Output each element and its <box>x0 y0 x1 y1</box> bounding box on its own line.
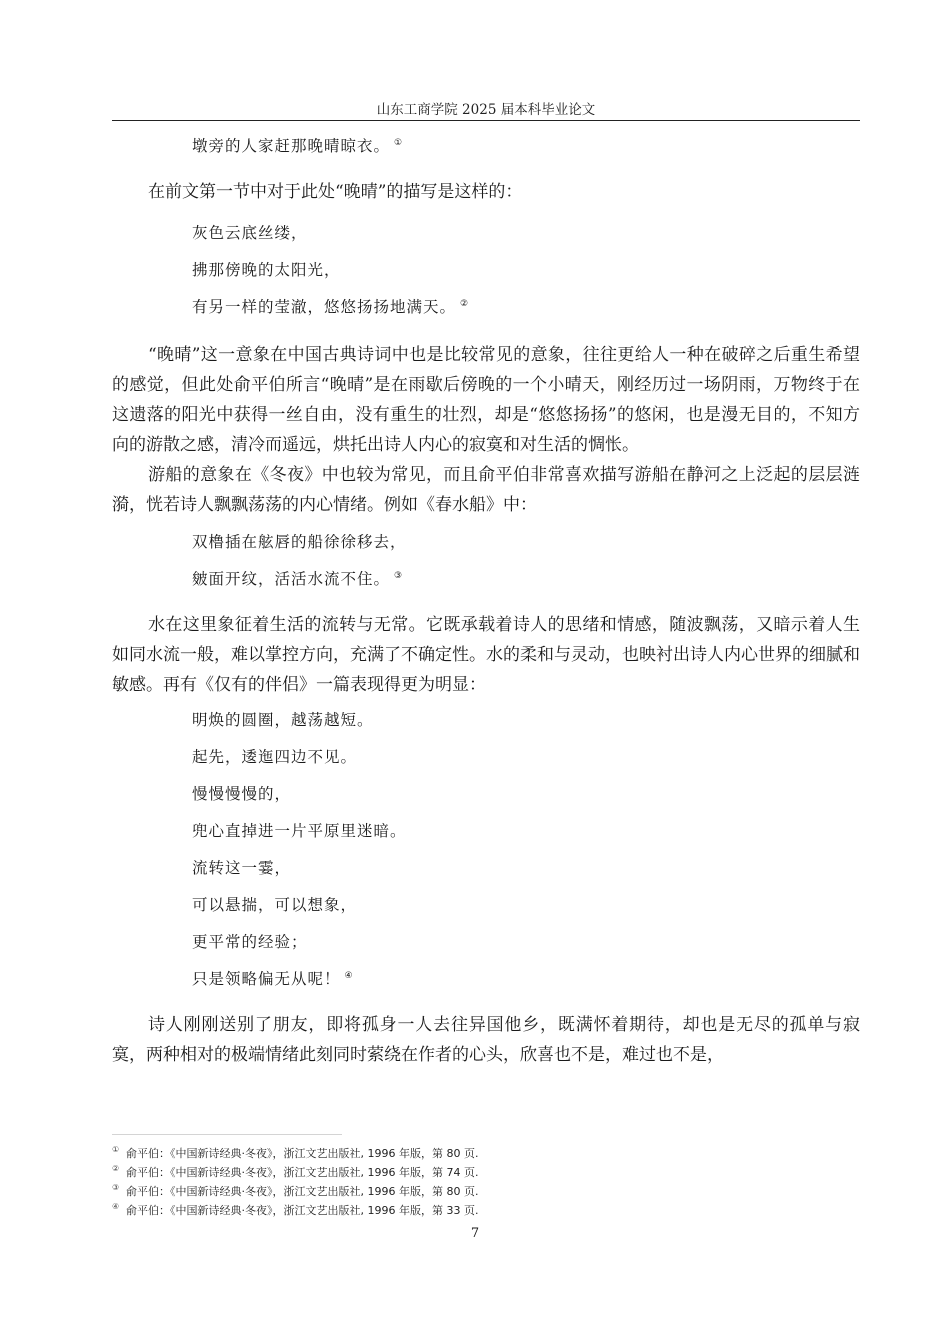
footnote-mark: ② <box>112 1164 120 1173</box>
poem-line <box>192 850 860 887</box>
footnote-text: 俞平伯：《中国新诗经典·冬夜》，浙江文艺出版社, 1996 年版，第 80 页. <box>126 1147 479 1160</box>
poem-line-text: 明焕的圆圈，越荡越短。 <box>192 711 374 729</box>
poem-line <box>192 961 860 998</box>
header-divider <box>112 120 860 121</box>
footnote-ref: ② <box>460 298 470 309</box>
poem-line <box>192 289 860 326</box>
main-content <box>112 128 860 1070</box>
footnote-ref: ④ <box>344 970 354 981</box>
poem-line <box>192 739 860 776</box>
poem-line-text: 慢慢慢慢的， <box>192 785 292 803</box>
poem-line <box>192 252 860 289</box>
footnote-mark: ④ <box>112 1202 120 1211</box>
footnote-item <box>112 1182 860 1201</box>
paragraph: 诗人刚刚送别了朋友，即将孤身一人去往异国他乡，既满怀着期待，却也是无尽的孤单与寂寞，两种相对的极端情绪此刻同时萦绕在作者的心头，欣喜也不是，难过也不是， <box>112 1015 860 1065</box>
poem-line-text: 只是领略偏无从呢！ <box>192 970 341 988</box>
paragraph: “晚晴”这一意象在中国古典诗词中也是比较常见的意象，往往更给人一种在破碎之后重生希望的感觉，但此处俞平伯所言“晚晴”是在雨歇后傍晚的一个小晴天，刚经历过一场阴雨，万物终于在这遗落的阳光中获得一丝自由，没有重生的壮烈，却是“悠悠扬扬”的悠闲，也是漫无目的，不知方向的游散之感，清冷而遥远，烘托出诗人内心的寂寞和对生活的惆怅。 <box>112 345 860 455</box>
poem-line-text: 墩旁的人家赶那晚晴晾衣。 <box>192 137 391 155</box>
poem-line <box>192 215 860 252</box>
poem-line-text: 更平常的经验； <box>192 933 308 951</box>
paragraph: 水在这里象征着生活的流转与无常。它既承载着诗人的思绪和情感，随波飘荡，又暗示着人生如同水流一般，难以掌控方向，充满了不确定性。水的柔和与灵动，也映衬出诗人内心世界的细腻和敏感。再有《仅有的伴侣》一篇表现得更为明显： <box>112 615 860 695</box>
poem-line-text: 兜心直掉进一片平原里迷暗。 <box>192 822 407 840</box>
footnote-ref: ③ <box>394 570 404 581</box>
paragraph: 游船的意象在《冬夜》中也较为常见，而且俞平伯非常喜欢描写游船在静河之上泛起的层层涟漪，恍若诗人飘飘荡荡的内心情绪。例如《春水船》中： <box>112 465 860 515</box>
footnote-mark: ③ <box>112 1183 120 1192</box>
footnote-text: 俞平伯：《中国新诗经典·冬夜》，浙江文艺出版社, 1996 年版，第 80 页. <box>126 1185 479 1198</box>
footnote-item <box>112 1201 860 1220</box>
page-header: 山东工商学院 2025 届本科毕业论文 <box>376 102 596 118</box>
poem-line <box>192 561 860 598</box>
poem-excerpt-2 <box>192 215 860 326</box>
footnotes <box>112 1144 860 1220</box>
poem-excerpt-1 <box>192 128 860 165</box>
footnote-ref: ① <box>394 137 404 148</box>
footnote-divider <box>112 1134 342 1135</box>
poem-line <box>192 813 860 850</box>
poem-line-text: 双橹插在舷唇的船徐徐移去， <box>192 533 407 551</box>
paragraph: 在前文第一节中对于此处“晚晴”的描写是这样的： <box>148 182 523 202</box>
poem-line-text: 拂那傍晚的太阳光， <box>192 261 341 279</box>
poem-excerpt-3 <box>192 524 860 598</box>
poem-line <box>192 128 860 165</box>
poem-line <box>192 702 860 739</box>
poem-excerpt-4 <box>192 702 860 998</box>
footnote-item <box>112 1144 860 1163</box>
poem-line-text: 灰色云底丝缕， <box>192 224 308 242</box>
poem-line-text: 有另一样的莹澈，悠悠扬扬地满天。 <box>192 298 457 316</box>
poem-line-text: 皴面开纹，活活水流不住。 <box>192 570 391 588</box>
footnote-mark: ① <box>112 1145 120 1154</box>
poem-line <box>192 924 860 961</box>
footnote-text: 俞平伯：《中国新诗经典·冬夜》，浙江文艺出版社, 1996 年版，第 74 页. <box>126 1166 479 1179</box>
poem-line <box>192 887 860 924</box>
poem-line <box>192 776 860 813</box>
page-number: 7 <box>470 1226 480 1241</box>
poem-line <box>192 524 860 561</box>
footnote-item <box>112 1163 860 1182</box>
poem-line-text: 可以悬揣，可以想象， <box>192 896 358 914</box>
poem-line-text: 起先，逶迤四边不见。 <box>192 748 358 766</box>
footnote-text: 俞平伯：《中国新诗经典·冬夜》，浙江文艺出版社, 1996 年版，第 33 页. <box>126 1204 479 1217</box>
poem-line-text: 流转这一霎， <box>192 859 292 877</box>
